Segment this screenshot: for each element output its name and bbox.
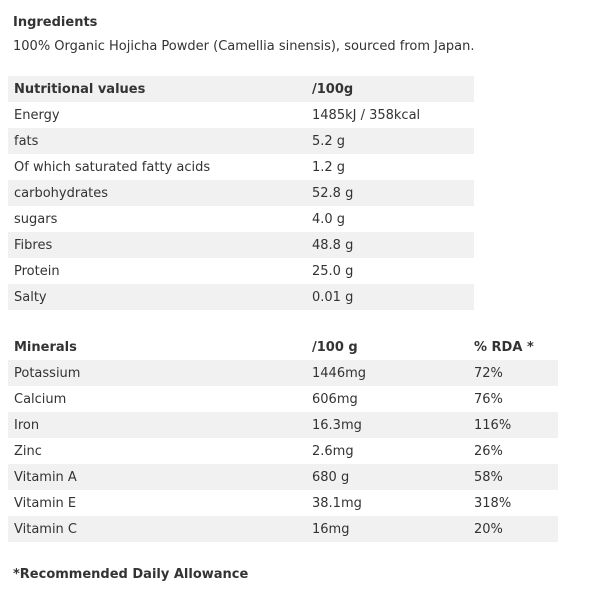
nutrient-value: 1.2 g [312, 159, 346, 175]
ingredients-text: 100% Organic Hojicha Powder (Camellia sinensis), sourced from Japan. [13, 39, 475, 54]
mineral-rda: 72% [468, 360, 558, 386]
nutrient-name: Protein [14, 263, 60, 279]
mineral-row [8, 490, 558, 516]
nutrient-name: carbohydrates [8, 180, 306, 206]
minerals-header-unit: /100 g [312, 339, 358, 355]
nutrient-value: 0.01 g [306, 284, 474, 310]
footnote: *Recommended Daily Allowance [13, 567, 249, 582]
nutrition-row [8, 258, 474, 284]
nutrition-row [8, 206, 474, 232]
mineral-value: 1446mg [306, 360, 468, 386]
mineral-name: Potassium [8, 360, 306, 386]
mineral-rda: 58% [468, 464, 558, 490]
nutrient-name: Of which saturated fatty acids [14, 159, 211, 175]
nutrient-value: 4.0 g [312, 211, 346, 227]
nutrition-table [8, 76, 474, 310]
mineral-name: Vitamin A [8, 464, 306, 490]
mineral-row [8, 516, 558, 542]
nutrient-value: 5.2 g [306, 128, 474, 154]
mineral-name: Vitamin E [14, 495, 77, 511]
minerals-header-label: Minerals [14, 339, 77, 355]
nutrition-row [8, 232, 474, 258]
nutrition-row [8, 102, 474, 128]
mineral-value: 680 g [306, 464, 468, 490]
nutrition-row [8, 284, 474, 310]
nutrient-value: 48.8 g [306, 232, 474, 258]
minerals-table [8, 334, 558, 542]
mineral-row [8, 438, 558, 464]
nutrition-header-label: Nutritional values [8, 76, 306, 102]
nutrition-row [8, 128, 474, 154]
nutrient-value: 25.0 g [312, 263, 354, 279]
minerals-header-rda: % RDA * [474, 339, 534, 355]
mineral-name: Zinc [14, 443, 42, 459]
nutrient-name: sugars [14, 211, 58, 227]
mineral-row [8, 412, 558, 438]
mineral-rda: 318% [474, 495, 512, 511]
nutrition-row [8, 154, 474, 180]
mineral-rda: 20% [468, 516, 558, 542]
mineral-value: 16.3mg [306, 412, 468, 438]
mineral-name: Calcium [14, 391, 67, 407]
mineral-value: 38.1mg [312, 495, 362, 511]
nutrient-name: fats [8, 128, 306, 154]
nutrient-name: Fibres [8, 232, 306, 258]
mineral-rda: 26% [474, 443, 503, 459]
minerals-header-row [8, 334, 558, 360]
mineral-name: Iron [8, 412, 306, 438]
mineral-row [8, 386, 558, 412]
mineral-row [8, 464, 558, 490]
mineral-value: 16mg [306, 516, 468, 542]
nutrient-name: Energy [14, 107, 60, 123]
mineral-value: 606mg [312, 391, 358, 407]
mineral-rda: 76% [474, 391, 503, 407]
nutrient-name: Salty [8, 284, 306, 310]
mineral-value: 2.6mg [312, 443, 354, 459]
nutrition-header-row [8, 76, 474, 102]
nutrient-value: 1485kJ / 358kcal [312, 107, 421, 123]
mineral-rda: 116% [468, 412, 558, 438]
nutrition-row [8, 180, 474, 206]
ingredients-title: Ingredients [13, 15, 98, 30]
nutrient-value: 52.8 g [306, 180, 474, 206]
mineral-row [8, 360, 558, 386]
nutrition-header-unit: /100g [306, 76, 474, 102]
mineral-name: Vitamin C [8, 516, 306, 542]
